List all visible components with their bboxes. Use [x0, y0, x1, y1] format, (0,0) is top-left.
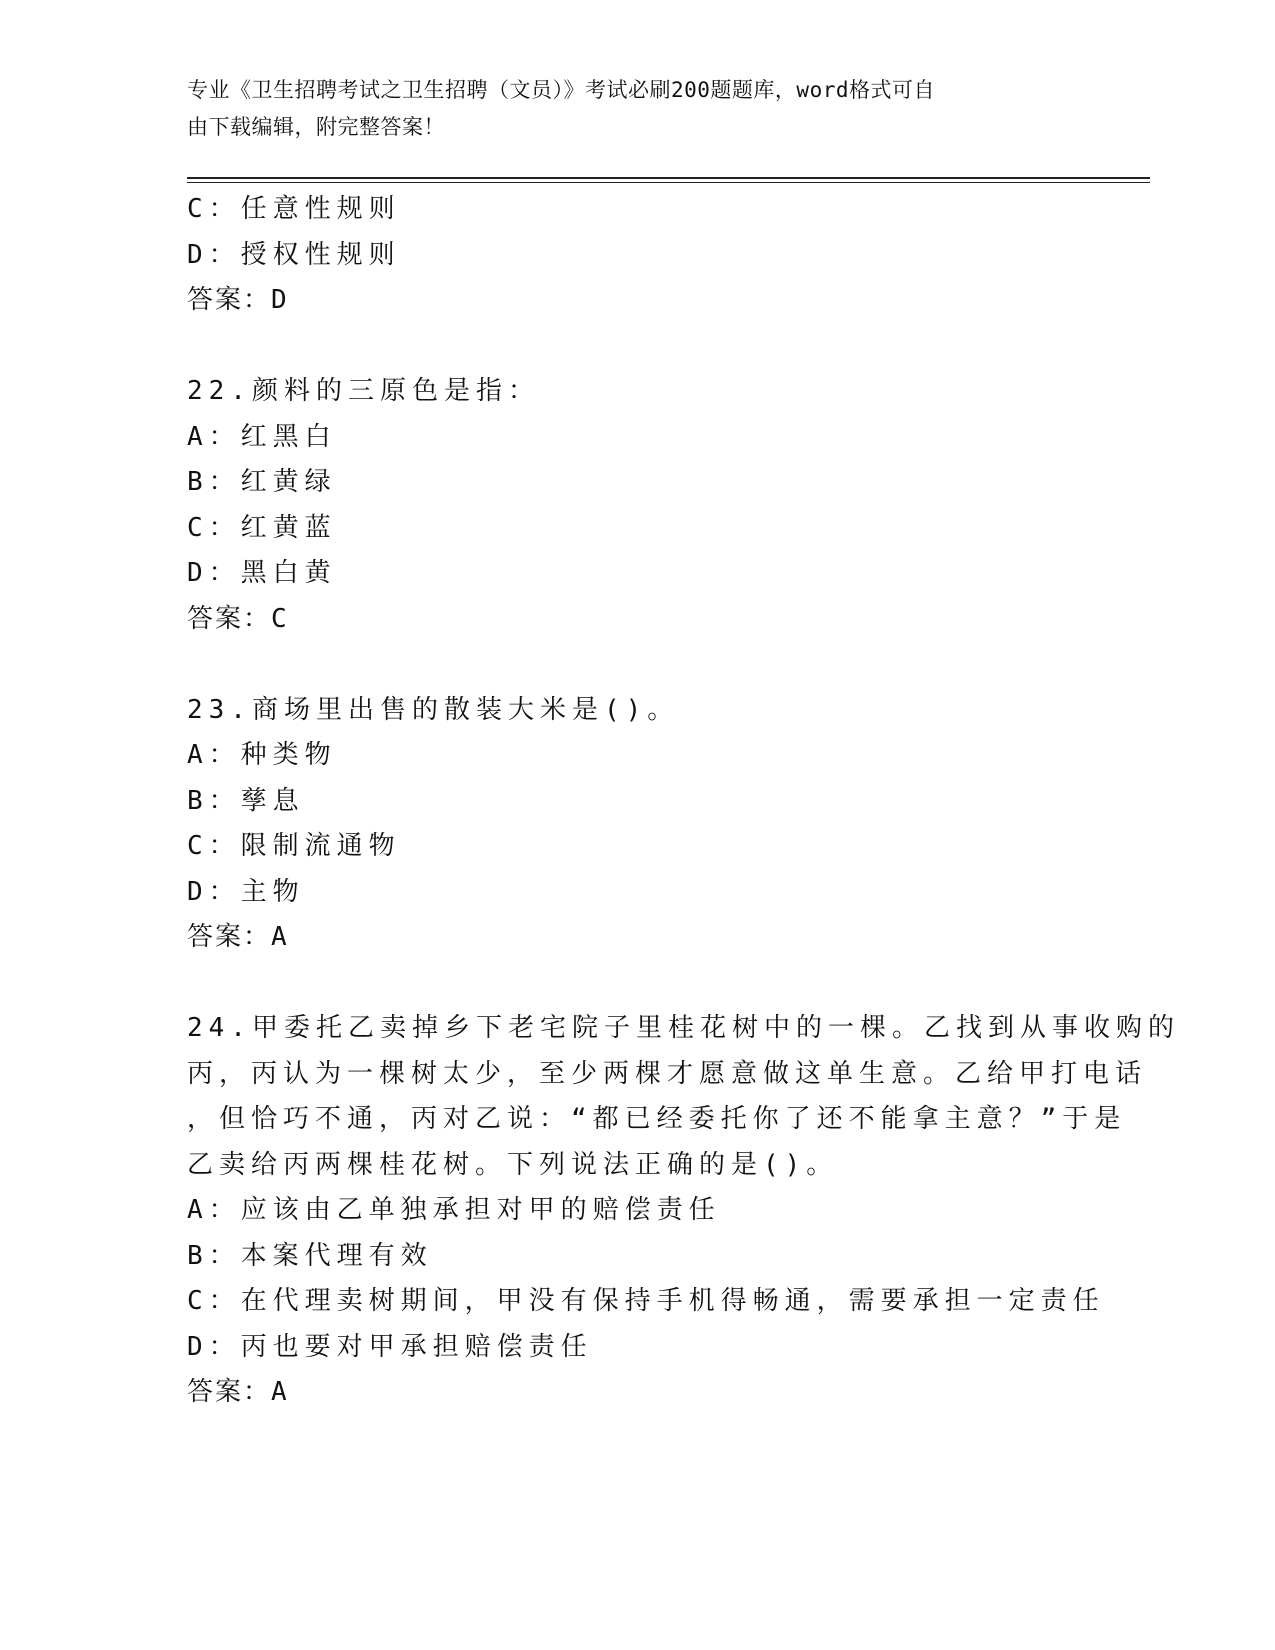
question-text: 乙卖给丙两棵桂花树。下列说法正确的是()。 — [187, 1149, 839, 1180]
header-divider-thick — [187, 177, 1150, 179]
option-c: C：在代理卖树期间，甲没有保持手机得畅通，需要承担一定责任 — [187, 1286, 1105, 1316]
option-c: C：限制流通物 — [187, 831, 401, 861]
answer-line — [187, 597, 1087, 643]
spacer — [187, 324, 1087, 370]
spacer — [187, 961, 1087, 1007]
question-22 — [187, 369, 1087, 642]
spacer — [187, 642, 1087, 688]
option-b: B：本案代理有效 — [187, 1240, 433, 1271]
document-header — [187, 72, 1087, 146]
question-23 — [187, 688, 1087, 961]
question-24 — [187, 1006, 1180, 1416]
option-c: C：任意性规则 — [187, 194, 401, 224]
option-b: B：红黄绿 — [187, 467, 337, 497]
answer-line — [187, 278, 1087, 324]
option-a: A：应该由乙单独承担对甲的赔偿责任 — [187, 1195, 721, 1225]
option-a: A：种类物 — [187, 740, 337, 770]
option-d: D：黑白黄 — [187, 558, 337, 588]
question-content — [187, 187, 1180, 1416]
question-text: ，但恰巧不通，丙对乙说：“都已经委托你了还不能拿主意？”于是 — [187, 1104, 1127, 1134]
question-text: 22.颜料的三原色是指： — [187, 376, 540, 406]
question-text: 24.甲委托乙卖掉乡下老宅院子里桂花树中的一棵。乙找到从事收购的 — [187, 1013, 1180, 1043]
header-line-2: 由下载编辑，附完整答案！ — [187, 115, 445, 139]
option-c: C：红黄蓝 — [187, 512, 337, 543]
option-a: A：红黑白 — [187, 421, 337, 452]
question-text: 丙，丙认为一棵树太少，至少两棵才愿意做这单生意。乙给甲打电话 — [187, 1058, 1148, 1089]
option-d: D：主物 — [187, 876, 305, 907]
option-d: D：丙也要对甲承担赔偿责任 — [187, 1331, 593, 1362]
answer-value: A — [271, 922, 287, 952]
answer-value: D — [271, 285, 287, 315]
answer-label: 答案： — [187, 603, 272, 634]
option-d: D：授权性规则 — [187, 239, 401, 270]
header-line-1: 专业《卫生招聘考试之卫生招聘（文员）》考试必刷200题题库，word格式可自 — [187, 78, 935, 102]
answer-value: C — [271, 603, 287, 634]
header-divider-thin — [187, 182, 1150, 183]
question-text: 23.商场里出售的散装大米是()。 — [187, 694, 680, 725]
answer-line — [187, 915, 1087, 961]
answer-value: A — [271, 1377, 287, 1407]
option-b: B：孳息 — [187, 785, 305, 816]
answer-label: 答案： — [187, 922, 272, 952]
answer-line — [187, 1370, 1087, 1416]
answer-label: 答案： — [187, 1377, 272, 1407]
answer-label: 答案： — [187, 285, 272, 315]
